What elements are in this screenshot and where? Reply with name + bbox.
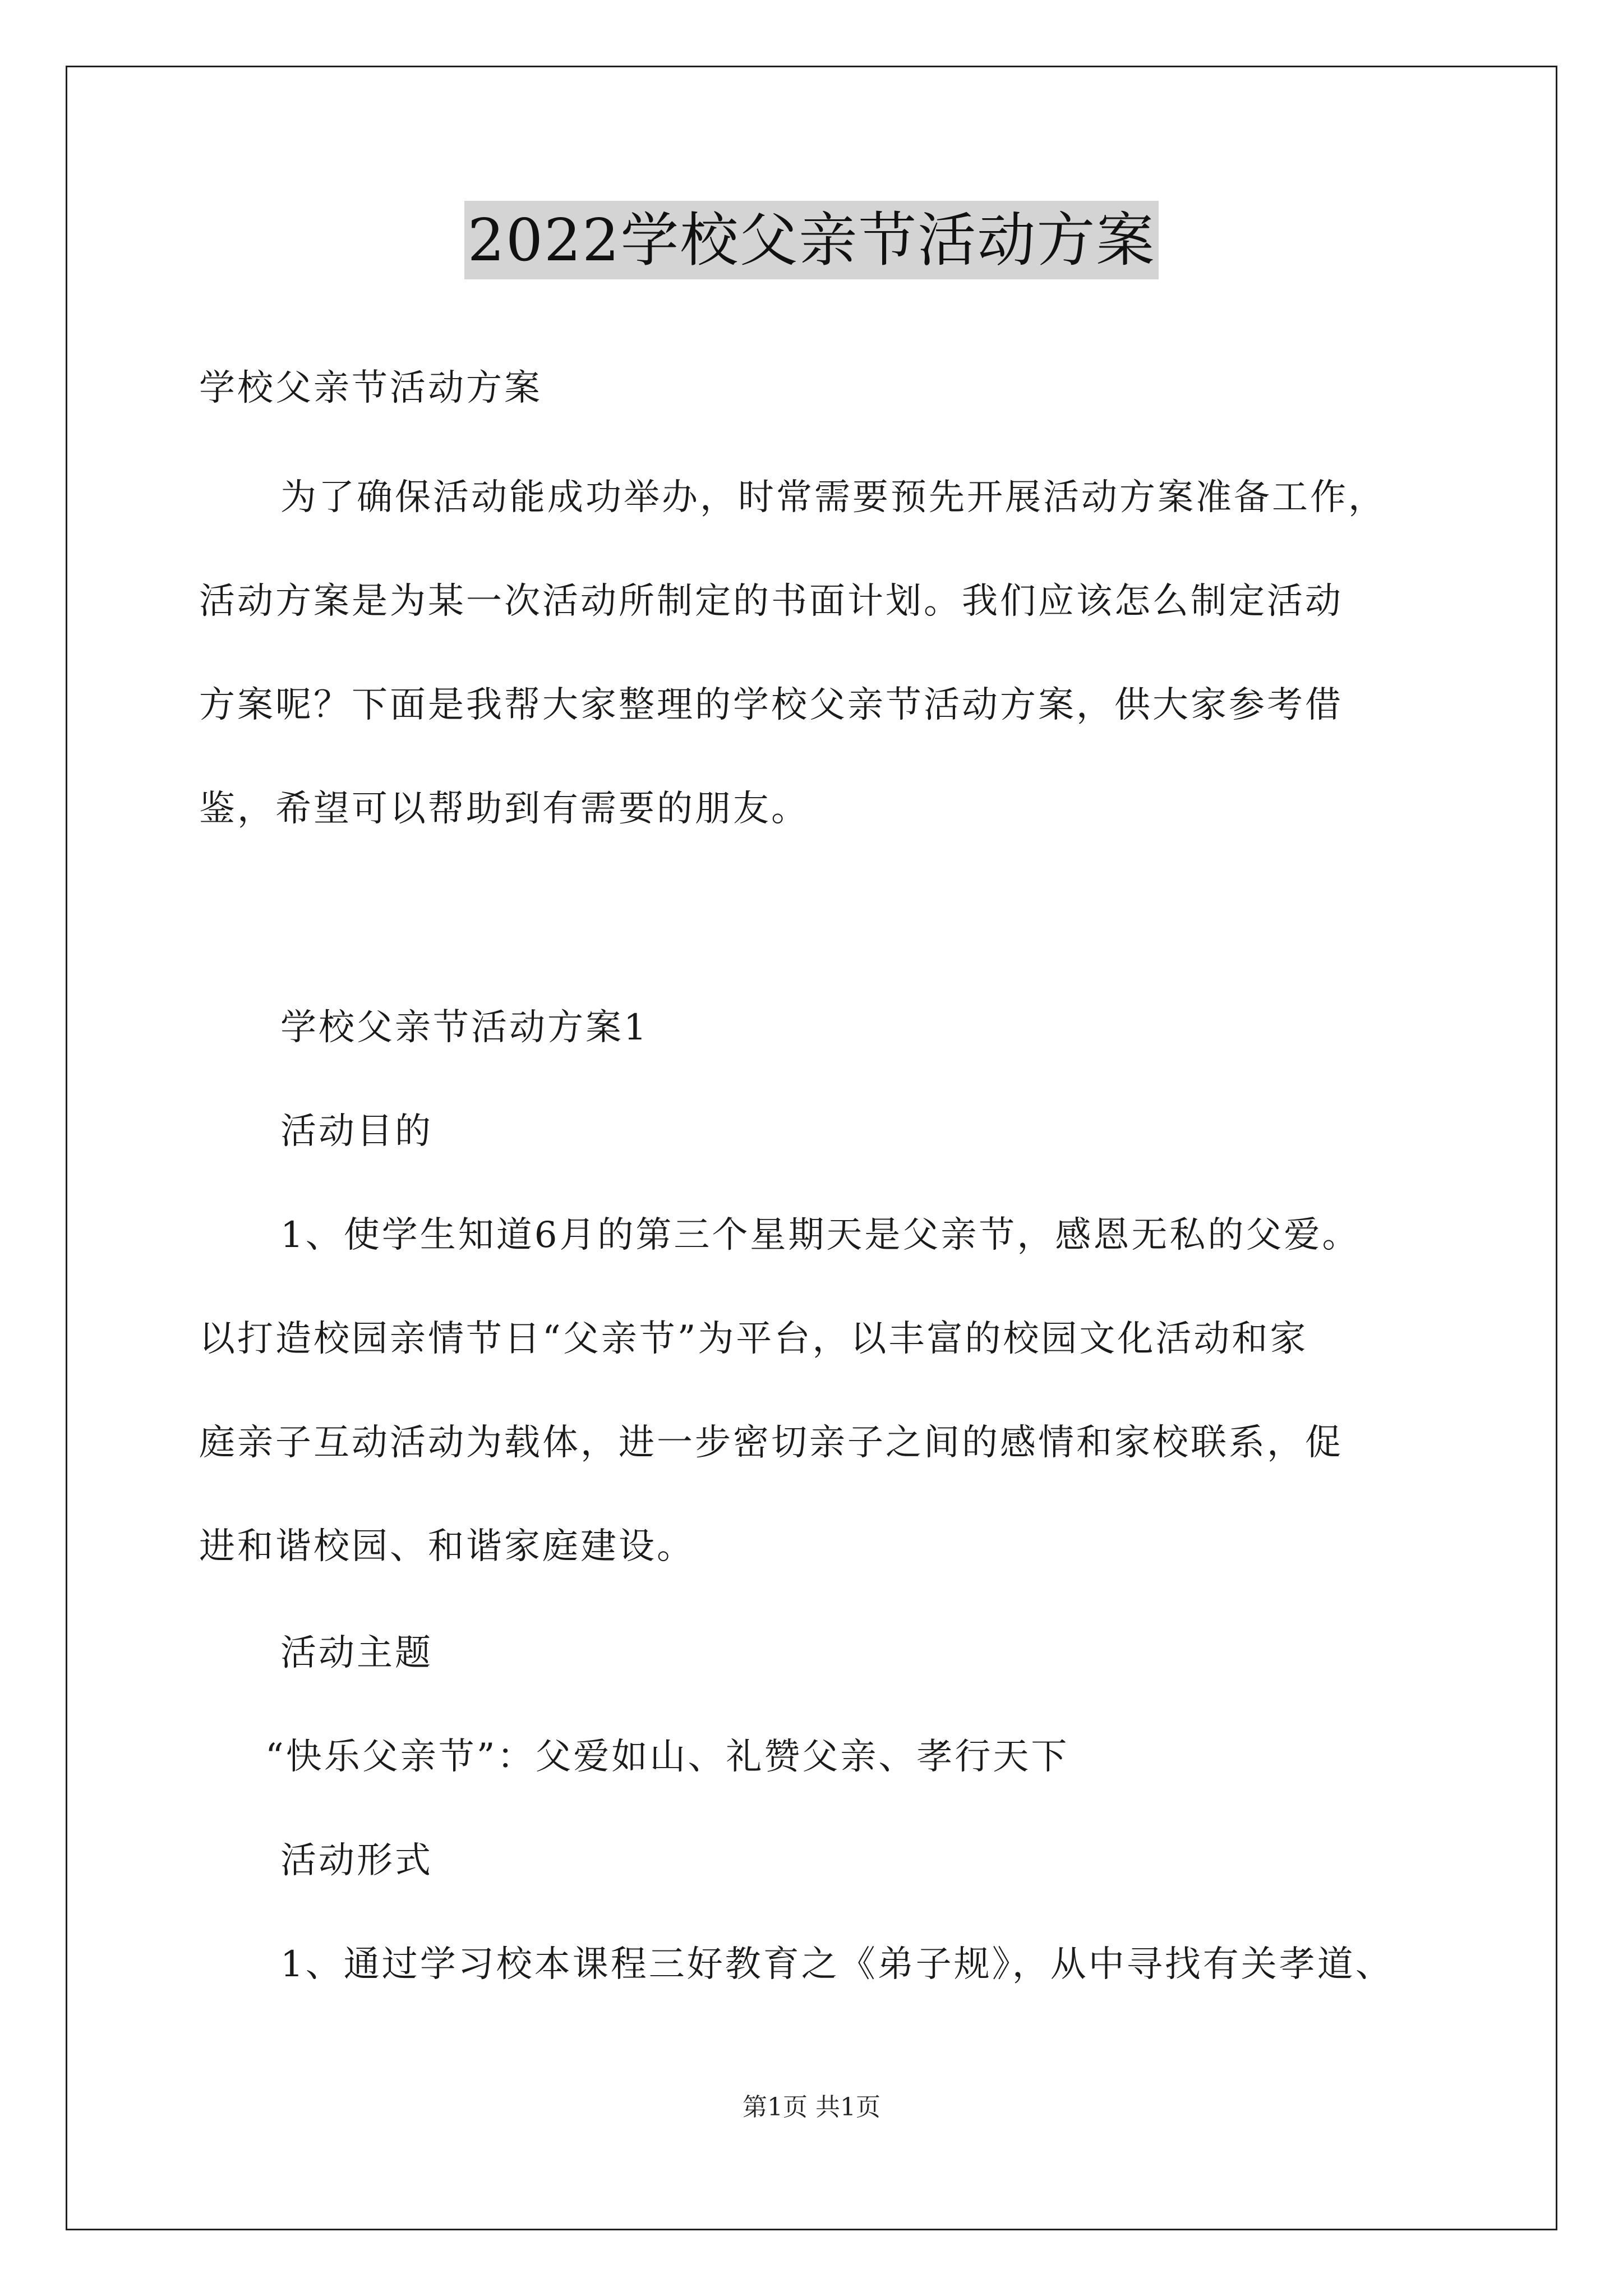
subtitle-line: 学校父亲节活动方案 — [199, 367, 542, 409]
paragraph-line: 以打造校园亲情节日“父亲节”为平台，以丰富的校园文化活动和家 — [199, 1318, 1308, 1360]
paragraph-line: 庭亲子互动活动为载体，进一步密切亲子之间的感情和家校联系，促 — [199, 1422, 1343, 1464]
section-heading: 活动目的 — [280, 1111, 433, 1152]
paragraph-line: 活动方案是为某一次活动所制定的书面计划。我们应该怎么制定活动 — [199, 581, 1343, 622]
title-container — [0, 201, 1623, 279]
paragraph-line: 为了确保活动能成功举办，时常需要预先开展活动方案准备工作， — [280, 477, 1386, 518]
document-title: 2022学校父亲节活动方案 — [464, 201, 1159, 279]
paragraph-line: 进和谐校园、和谐家庭建设。 — [199, 1526, 695, 1567]
paragraph-line: 1、通过学习校本课程三好教育之《弟子规》，从中寻找有关孝道、 — [280, 1944, 1394, 1985]
page-footer: 第1页 共1页 — [743, 2093, 880, 2122]
paragraph-line: “快乐父亲节”：父爱如山、礼赞父亲、孝行天下 — [265, 1736, 1069, 1778]
section-heading: 活动主题 — [280, 1632, 433, 1674]
paragraph-line: 鉴，希望可以帮助到有需要的朋友。 — [199, 788, 809, 830]
paragraph-line: 1、使学生知道6月的第三个星期天是父亲节，感恩无私的父爱。 — [280, 1214, 1361, 1256]
section-heading: 活动形式 — [280, 1840, 433, 1881]
section-heading: 学校父亲节活动方案1 — [280, 1007, 649, 1048]
paragraph-line: 方案呢？下面是我帮大家整理的学校父亲节活动方案，供大家参考借 — [199, 684, 1343, 726]
